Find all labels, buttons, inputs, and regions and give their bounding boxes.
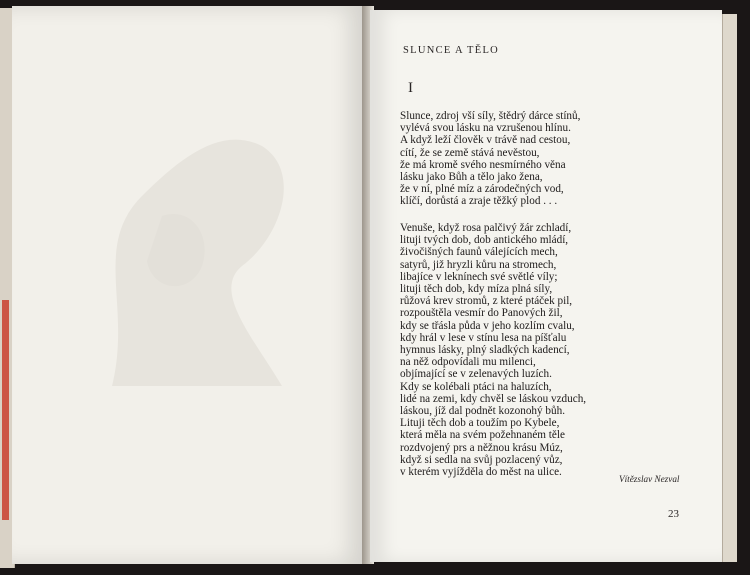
verse-line: Kdy se kolébali ptáci na haluzích, [400, 380, 552, 393]
verse-line: lásku jako Bůh a tělo jako žena, [400, 171, 543, 184]
verse-line: hymnus lásky, plný sladkých kadencí, [400, 344, 570, 357]
show-through-illustration [72, 86, 332, 446]
right-page [370, 10, 722, 562]
verse-line: satyrů, již hryzli kůru na stromech, [400, 258, 557, 271]
verse-line: cítí, že se země stává nevěstou, [400, 146, 540, 159]
verse-line: že má kromě svého nesmírného věna [400, 158, 566, 171]
verse-line: klíčí, dorůstá a zraje těžký plod . . . [400, 195, 558, 208]
verse-line: rozpouštěla vesmír do Panových žil, [400, 307, 563, 320]
verse-line: kdy hrál v lese v stínu lesa na píšťalu [400, 331, 567, 344]
stanza-1 [400, 110, 580, 208]
verse-line: A když leží člověk v trávě nad cestou, [400, 134, 571, 147]
verse-line: lituji těch dob, kdy míza plná síly, [400, 283, 553, 296]
verse-line: láskou, jíž dal podnět kozonohý bůh. [400, 405, 565, 418]
verse-line: která měla na svém požehnaném těle [400, 429, 565, 442]
verse-line: kdy se třásla půda v jeho kozlím cvalu, [400, 319, 575, 332]
running-head: SLUNCE A TĚLO [403, 45, 500, 56]
verse-line: objímající se v zelenavých luzích. [400, 368, 552, 381]
verse-line: v kterém vyjížděla do měst na ulice. [400, 466, 562, 479]
verse-line: lidé na zemi, kdy chvěl se láskou vzduch, [400, 392, 587, 405]
verse-line: Slunce, zdroj vší síly, štědrý dárce stínů, [400, 110, 581, 122]
left-page [12, 6, 368, 564]
verse-line: rozdvojený prs a něžnou krásu Múz, [400, 441, 563, 454]
verse-line: když si sedla na svůj pozlacený vůz, [400, 453, 563, 466]
verse-line: libajíce v leknínech své světlé víly; [400, 270, 558, 283]
author-signature: Vítězslav Nezval [619, 474, 680, 484]
verse-line: na něž odpovídali mu milenci, [400, 356, 536, 369]
stanza-2 [400, 222, 586, 478]
verse-line: lituji tvých dob, dob antického mládí, [400, 234, 569, 247]
section-number: I [408, 80, 413, 96]
page-number: 23 [668, 508, 679, 520]
verse-line: živočišných faunů válejících mech, [400, 246, 558, 259]
verse-line: Lituji těch dob a toužím po Kybele, [400, 417, 560, 430]
page-stack-right [722, 14, 737, 562]
verse-line: růžová krev stromů, z které ptáček pil, [400, 295, 573, 308]
verse-line: vylévá svou lásku na vzrušenou hlínu. [400, 122, 571, 135]
cover-edge [2, 300, 9, 520]
verse-line: že v ní, plné míz a zárodečných vod, [400, 183, 564, 196]
verse-line: Venuše, když rosa palčivý žár zchladí, [400, 222, 572, 234]
